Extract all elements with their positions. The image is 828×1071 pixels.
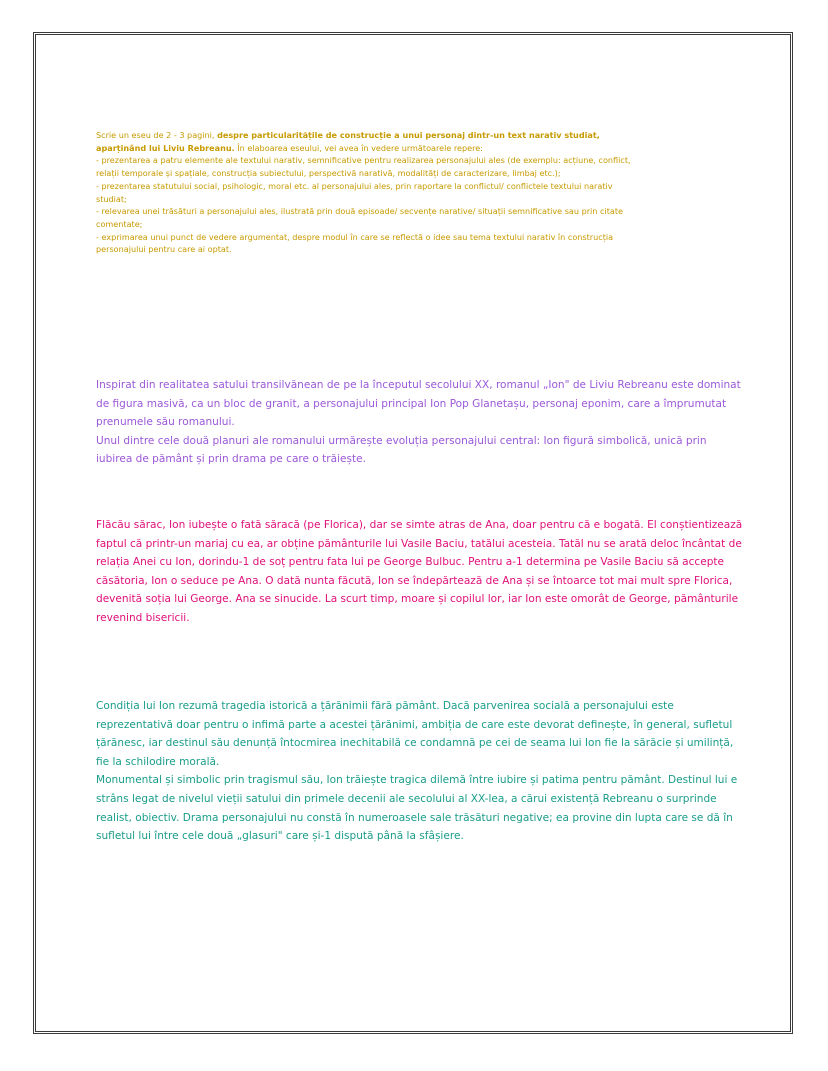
essay-requirements bbox=[96, 129, 636, 256]
requirement-item-2: - prezentarea statutului social, psihologic, moral etc. al personajului ales, prin raportare la conflictul/ conflictele textului narativ studiat; bbox=[96, 180, 613, 204]
essay-conclusion bbox=[96, 697, 746, 846]
essay-plot-summary bbox=[96, 516, 746, 628]
requirement-item-4: - exprimarea unui punct de vedere argumentat, despre modul în care se reflectă o idee sau tema textului narativ în construcția personajului pentru care ai optat. bbox=[96, 231, 614, 255]
requirements-intro-text: Scrie un eseu de 2 - 3 pagini, bbox=[96, 130, 218, 140]
conclusion-paragraph-2: Monumental și simbolic prin tragismul său, Ion trăiește tragica dilemă între iubire și patima pentru pământ. Destinul lui e strâns legat de nivelul vieții satului din primele decenii ale secolului al XX-lea, a cărui existență Rebreanu o surprinde realist, obiectiv. Drama personajului nu constă în numeroasele sale trăsături negative; ea provine din lupta care se dă în sufletul lui între cele două „glasuri" care și-1 dispută până la sfâșiere. bbox=[96, 774, 738, 843]
requirement-item-3: - relevarea unei trăsături a personajului ales, ilustrată prin două episoade/ secvențe narative/ situații semnificative sau prin citate comentate; bbox=[96, 206, 623, 229]
requirements-intro-bold: despre particularitățile de construcție a unui personaj dintr-un text narativ studiat, aparținând lui Liviu Rebreanu. bbox=[96, 130, 600, 153]
intro-paragraph-1: Inspirat din realitatea satului transilvănean de pe la începutul secolului XX, romanul „Ion" de Liviu Rebreanu este dominat de figura masivă, ca un bloc de granit, a personajului principal Ion Pop Glanetașu, personaj eponim, care a împrumutat prenumele său romanului. bbox=[96, 379, 741, 429]
plot-paragraph: Flăcău sărac, Ion iubește o fată săracă (pe Florica), dar se simte atras de Ana, doar pentru că e bogată. El conștientizează faptul că printr-un mariaj cu ea, ar obține pământurile lui Vasile Baciu, tatălui acesteia. Tatăl nu se arată deloc încântat de relația Anei cu Ion, dorindu-1 de soț pentru fata lui pe George Bulbuc. Pentru a-1 determina pe Vasile Baciu să accepte căsătoria, Ion o seduce pe Ana. O dată nunta făcută, Ion se îndepărtează de Ana și se întoarce tot mai mult spre Florica, devenită soția lui George. Ana se sinucide. La scurt timp, moare și copilul lor, iar Ion este omorât de George, pământurile revenind bisericii. bbox=[96, 519, 743, 624]
requirement-item-1: - prezentarea a patru elemente ale textului narativ, semnificative pentru realizarea personajului ales (de exemplu: acțiune, conflict, relații temporale și spațiale, construcția subiectului, perspectivă narativă, modalități de caracterizare, limbaj etc.); bbox=[96, 155, 631, 179]
requirements-intro bbox=[96, 129, 636, 154]
conclusion-paragraph-1: Condiția lui Ion rezumă tragedia istorică a țărănimii fără pământ. Dacă parvenirea socială a personajului este reprezentativă doar pentru o infimă parte a acestei țărănimi, ambiția de care este devorat definește, în general, sufletul țărănesc, iar destinul său denunță întocmirea inechitabilă ce condamnă pe cei de seama lui Ion fie la sărăcie și umilință, fie la schilodire morală. bbox=[96, 700, 734, 768]
requirements-intro-rest: În elaboarea eseului, vei avea în vedere următoarele repere: bbox=[234, 142, 484, 153]
intro-paragraph-2: Unul dintre cele două planuri ale romanului urmărește evoluția personajului central: Ion figură simbolică, unică prin iubirea de pământ și prin drama pe care o trăiește. bbox=[96, 434, 707, 466]
essay-introduction bbox=[96, 376, 746, 469]
